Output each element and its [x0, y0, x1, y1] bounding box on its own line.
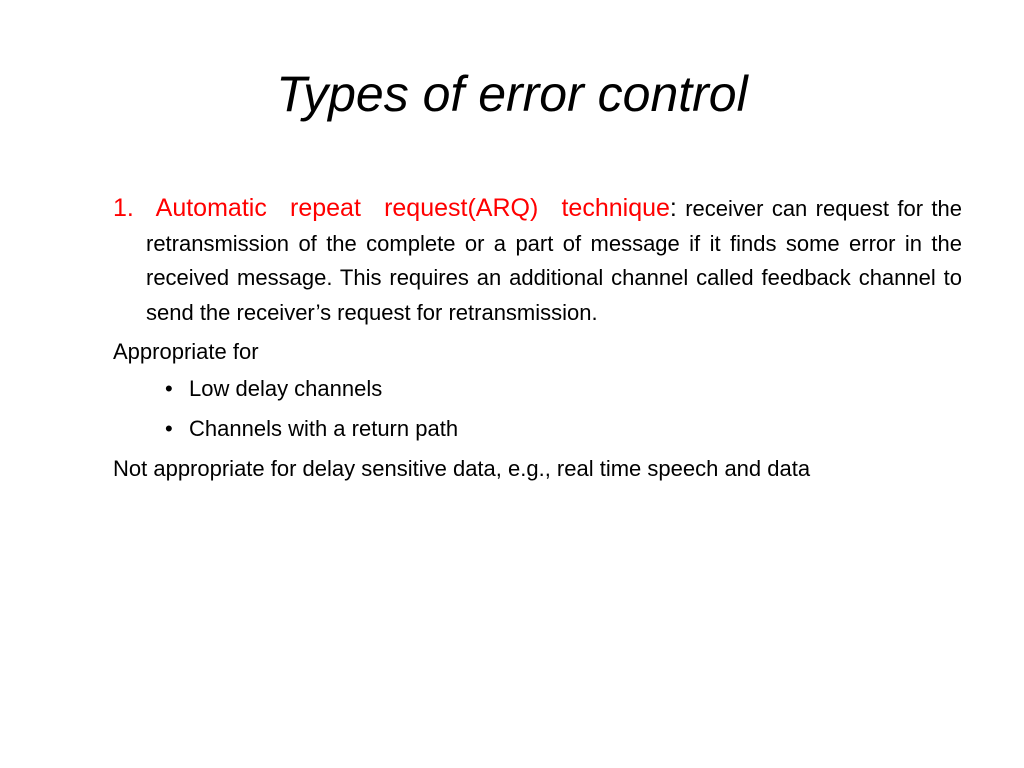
- appropriate-for-label: Appropriate for: [113, 339, 259, 364]
- slide-title: Types of error control: [276, 66, 748, 122]
- bullet-icon: •: [165, 416, 173, 441]
- list-item: [113, 414, 962, 444]
- point-lead-text: 1. Automatic repeat request(ARQ) technique: [113, 194, 670, 222]
- appropriate-list: [113, 374, 962, 444]
- list-item: [113, 374, 962, 404]
- not-appropriate-text: Not appropriate for delay sensitive data, e.g., real time speech and data: [113, 456, 811, 481]
- list-item-text: Low delay channels: [189, 376, 383, 401]
- point-colon: :: [669, 194, 677, 222]
- numbered-point-arq: [113, 191, 962, 330]
- slide-body: [113, 191, 962, 484]
- list-item-text: Channels with a return path: [189, 416, 459, 441]
- bullet-icon: •: [165, 376, 173, 401]
- point-description: receiver can request for the retransmission of the complete or a part of message if it finds some error in the received message. This requires an additional channel called feedback channel to send the receiver’s request for retransmission.: [146, 196, 962, 325]
